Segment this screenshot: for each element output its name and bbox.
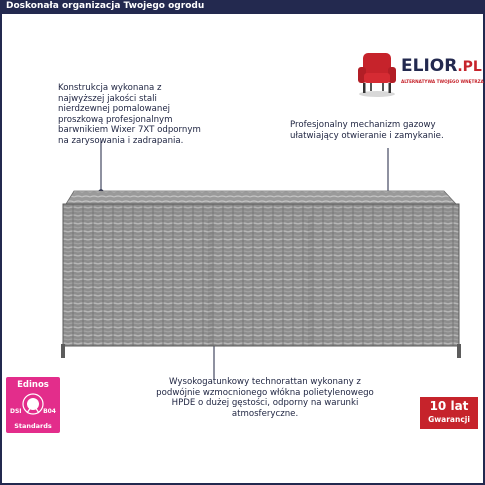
edinos-badge-dsi: DSI (10, 408, 22, 415)
callout-frame-construction: Konstrukcja wykonana z najwyższej jakości stali nierdzewnej pomalowanej proszkową profesjonalnym barwnikiem Wixer 7XT odpornym na zarysowania i zadrapania. (58, 83, 201, 146)
brand-name: ELIOR.PL (401, 56, 482, 76)
warranty-years: 10 lat (429, 399, 469, 413)
callout-gas-mechanism: Profesjonalny mechanizm gazowy ułatwiający otwieranie i zamykanie. (290, 120, 444, 141)
brand-tagline: ALTERNATYWA TWOJEGO WNĘTRZA (401, 79, 484, 84)
edinos-seal-icon (21, 391, 45, 417)
edinos-badge-b04: B04 (43, 408, 56, 415)
edinos-standards-badge (6, 377, 60, 433)
header-title: Doskonała organizacja Twojego ogrodu (6, 1, 205, 11)
edinos-badge-title: Edinos (17, 380, 49, 390)
callout-technorattan: Wysokogatunkowy technorattan wykonany z podwójnie wzmocnionego włókna polietylenowego HPDE o dużej gęstości, odporny na warunki atmosferyczne. (156, 377, 374, 419)
edinos-badge-label: Standards (14, 422, 52, 430)
warranty-label: Gwarancji (428, 415, 470, 424)
warranty-badge (420, 397, 478, 429)
rattan-storage-box-image (58, 190, 463, 360)
